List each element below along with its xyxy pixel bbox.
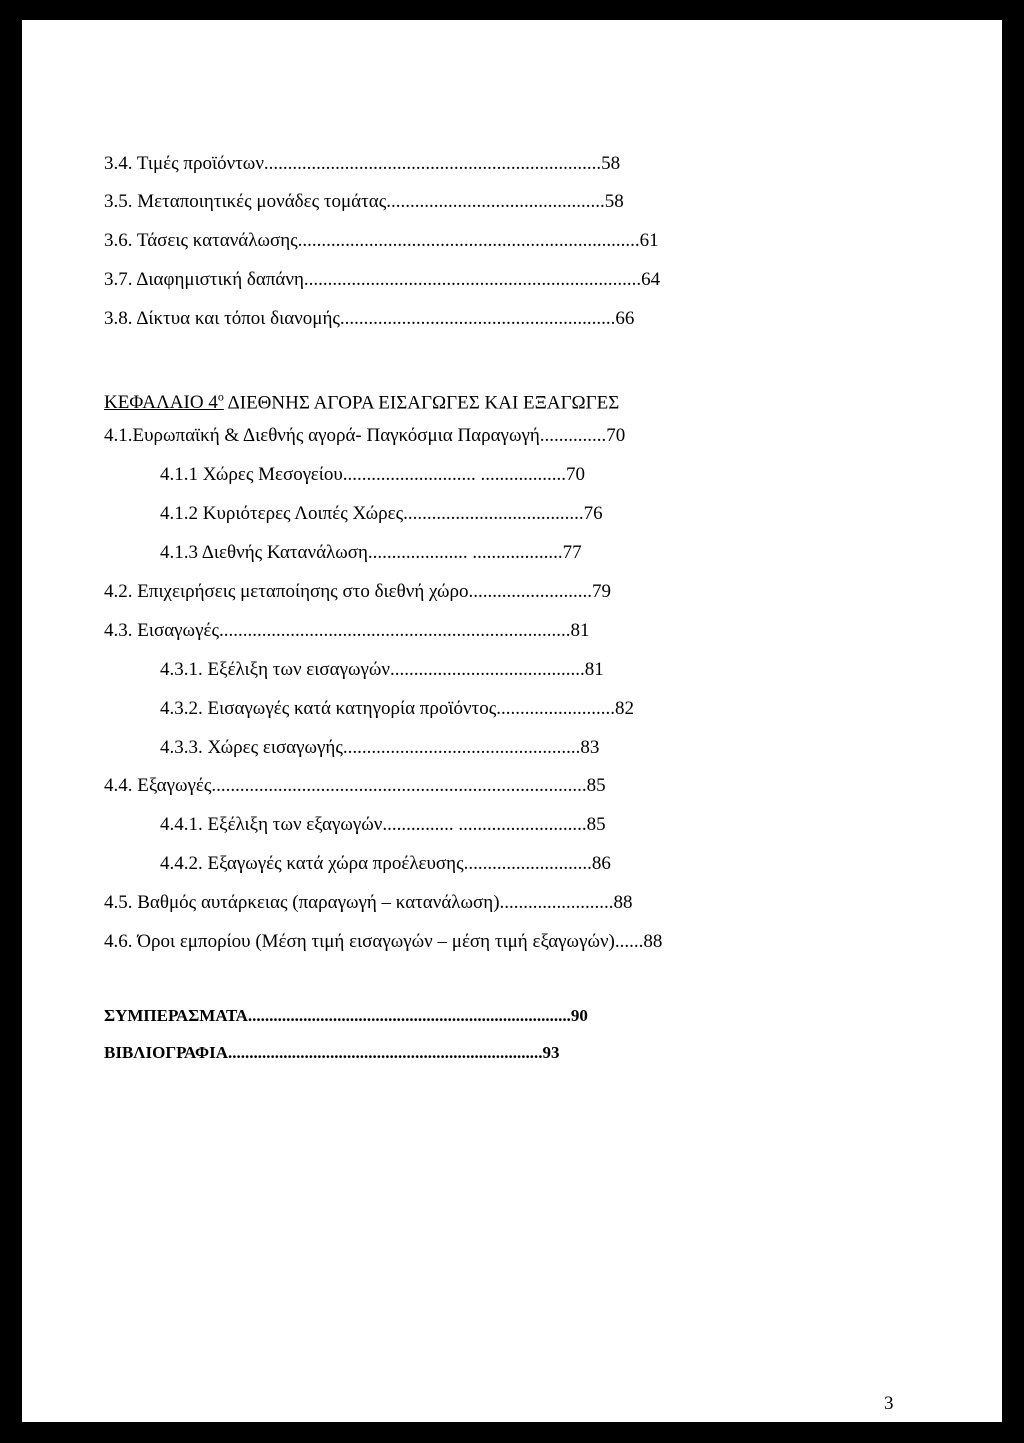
toc-entry-3-7: 3.7. Διαφημιστική δαπάνη.......................................................................64 [104, 269, 661, 290]
toc-entry-4-5: 4.5. Βαθμός αυτάρκειας (παραγωγή – κατανάλωση)........................88 [104, 892, 633, 913]
chapter-4-label: ΚΕΦΑΛΑΙΟ $4^o$ [104, 390, 224, 414]
toc-entry-4-3-3: 4.3.3. Χώρες εισαγωγής..................................................83 [160, 737, 600, 758]
toc-entry-3-5: 3.5. Μεταποιητικές μονάδες τομάτας..............................................58 [104, 191, 624, 212]
toc-entry-4-1-3: 4.1.3 Διεθνής Κατανάλωση..................... ...................77 [160, 542, 582, 563]
toc-entry-4-3-1: 4.3.1. Εξέλιξη των εισαγωγών.........................................81 [160, 659, 604, 680]
toc-entry-3-4: 3.4. Τιμές προϊόντων.......................................................................58 [104, 153, 621, 174]
toc-entry-4-3-2: 4.3.2. Εισαγωγές κατά κατηγορία προϊόντος.........................82 [160, 698, 634, 719]
toc-entry-4-4-1: 4.4.1. Εξέλιξη των εξαγωγών............... ...........................85 [160, 814, 606, 835]
toc-entry-4-4-2: 4.4.2. Εξαγωγές κατά χώρα προέλευσης...........................86 [160, 853, 611, 874]
toc-entry-4-6: 4.6. Όροι εμπορίου (Μέση τιμή εισαγωγών – μέση τιμή εξαγωγών)......88 [104, 931, 663, 952]
toc-entry-4-1-1: 4.1.1 Χώρες Μεσογείου............................ ..................70 [160, 464, 586, 485]
toc-entry-conclusions: ΣΥΜΠΕΡΑΣΜΑΤΑ............................................................................90 [104, 1006, 588, 1025]
toc-entry-4-1: 4.1.Ευρωπαϊκή & Διεθνής αγορά- Παγκόσμια Παραγωγή..............70 [104, 425, 626, 446]
toc-entry-4-2: 4.2. Επιχειρήσεις μεταποίησης στο διεθνή χώρο..........................79 [104, 581, 612, 602]
toc-entry-bibliography: ΒΙΒΛΙΟΓΡΑΦΙΑ..........................................................................93 [104, 1043, 560, 1062]
toc-entry-3-8: 3.8. Δίκτυα και τόποι διανομής..........................................................66 [104, 308, 635, 329]
toc-entry-3-6: 3.6. Τάσεις κατανάλωσης........................................................................61 [104, 230, 659, 251]
chapter-4-title: ΔΙΕΘΝΗΣ ΑΓΟΡΑ ΕΙΣΑΓΩΓΕΣ ΚΑΙ ΕΞΑΓΩΓΕΣ [223, 392, 620, 414]
paper-sheet [22, 20, 1002, 1422]
toc-entry-4-3: 4.3. Εισαγωγές..........................................................................81 [104, 620, 590, 641]
chapter-4-heading [104, 385, 619, 415]
toc-entry-4-4: 4.4. Εξαγωγές...............................................................................85 [104, 775, 606, 796]
page-number: 3 [884, 1393, 894, 1414]
toc-entry-4-1-2: 4.1.2 Κυριότερες Λοιπές Χώρες......................................76 [160, 503, 603, 524]
